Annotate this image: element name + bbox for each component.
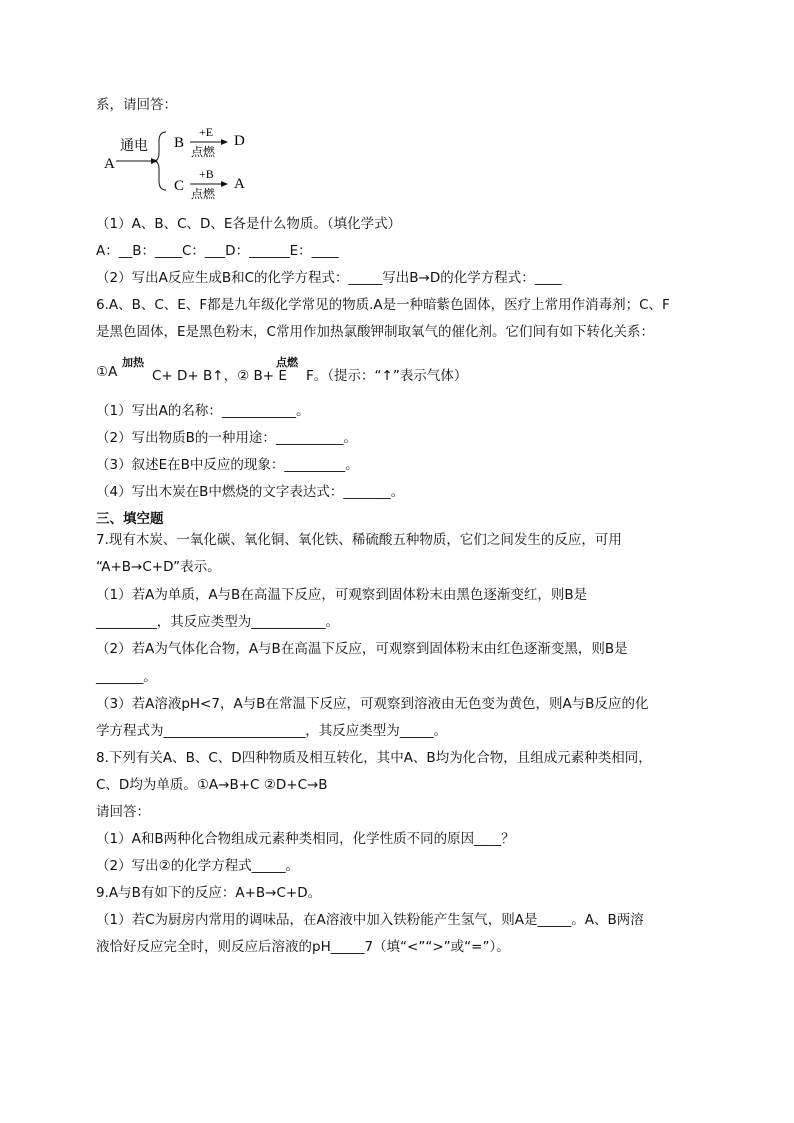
- q8-prompt: 请回答：: [96, 804, 150, 820]
- q9-stem: 9.A与B有如下的反应：A+B→C+D。: [96, 885, 322, 901]
- intro-tail: 系，请回答：: [96, 97, 177, 113]
- section-heading-fill-in: 三、填空题: [96, 511, 164, 527]
- diagram-b-arrowhead: [221, 139, 228, 145]
- diagram-brace: [153, 132, 166, 190]
- q7-part1-line1: （1）若A为单质，A与B在高温下反应，可观察到固体粉末由黑色逐渐变红，则B是: [96, 587, 588, 603]
- q9-part1-line1: （1）若C为厨房内常用的调味品，在A溶液中加入铁粉能产生氢气，则A是_____。A、B两溶: [96, 912, 644, 928]
- diagram-b-condition: 点燃: [191, 145, 216, 159]
- q6-reaction2-end: F。（提示：“↑”表示气体）: [306, 368, 468, 384]
- q7-part3-line1: （3）若A溶液pH<7，A与B在常温下反应，可观察到溶液由无色变为黄色，则A与B反应的化: [96, 696, 649, 712]
- q7-part2-line2: _______。: [96, 669, 157, 685]
- q6-part2: （2）写出物质B的一种用途：__________。: [96, 430, 357, 446]
- diagram-b-reagent: +E: [199, 125, 214, 139]
- q9-part1-line2: 液恰好反应完全时，则反应后溶液的pH_____7（填“<”“>”或“=”）。: [96, 939, 510, 955]
- q7-part2-line1: （2）若A为气体化合物，A与B在高温下反应，可观察到固体粉末由红色逐渐变黑，则B是: [96, 641, 628, 657]
- q6-stem-line1: 6.A、B、C、E、F都是九年级化学常见的物质.A是一种暗紫色固体，医疗上常用作消毒剂；C、F: [96, 297, 670, 313]
- q6-part3: （3）叙述E在B中反应的现象：_________。: [96, 457, 359, 473]
- q5-part1: （1）A、B、C、D、E各是什么物质。（填化学式）: [96, 216, 402, 232]
- q7-stem-line1: 7.现有木炭、一氧化碳、氧化铜、氧化铁、稀硫酸五种物质，它们之间发生的反应，可用: [96, 532, 622, 548]
- q6-part1: （1）写出A的名称：___________。: [96, 403, 310, 419]
- q6-reactions: [96, 354, 716, 384]
- diagram-c-arrowhead: [221, 181, 228, 187]
- decomposition-diagram: [96, 122, 266, 200]
- q5-part2: （2）写出A反应生成B和C的化学方程式：_____写出B→D的化学方程式：____: [96, 270, 562, 286]
- q6-part4: （4）写出木炭在B中燃烧的文字表达式：_______。: [96, 484, 405, 500]
- q6-reaction1-condition: 加热: [122, 356, 144, 369]
- q7-stem-line2: “A+B→C+D”表示。: [96, 559, 221, 575]
- q6-reaction2-condition: 点燃: [276, 356, 298, 369]
- diagram-a: A: [104, 156, 115, 172]
- diagram-b: B: [174, 135, 185, 151]
- q5-part1-blanks: A：__B：____C：___D：______E：____: [96, 243, 339, 259]
- diagram-electrolysis-label: 通电: [120, 138, 148, 154]
- diagram-c: C: [174, 178, 185, 194]
- q6-reaction1-products: C+ D+ B↑，② B+ E: [152, 368, 287, 384]
- q8-stem-line2: C、D均为单质。①A→B+C ②D+C→B: [96, 777, 328, 793]
- q7-part1-line2: _________，其反应类型为___________。: [96, 614, 339, 630]
- diagram-d: D: [234, 133, 245, 149]
- q8-stem-line1: 8.下列有关A、B、C、D四种物质及相互转化，其中A、B均为化合物，且组成元素种类相同，: [96, 750, 652, 766]
- diagram-c-product: A: [234, 176, 245, 192]
- diagram-c-reagent: +B: [199, 167, 214, 181]
- q6-stem-line2: 是黑色固体，E是黑色粉末，C常用作加热氯酸钾制取氧气的催化剂。它们间有如下转化关系：: [96, 324, 654, 340]
- q8-part2: （2）写出②的化学方程式_____。: [96, 858, 299, 874]
- q8-part1: （1）A和B两种化合物组成元素种类相同，化学性质不同的原因____？: [96, 831, 515, 847]
- diagram-c-condition: 点燃: [191, 187, 216, 200]
- q6-reaction1-start: ①A: [96, 364, 118, 380]
- q7-part3-line2: 学方程式为_____________________，其反应类型为_____。: [96, 723, 447, 739]
